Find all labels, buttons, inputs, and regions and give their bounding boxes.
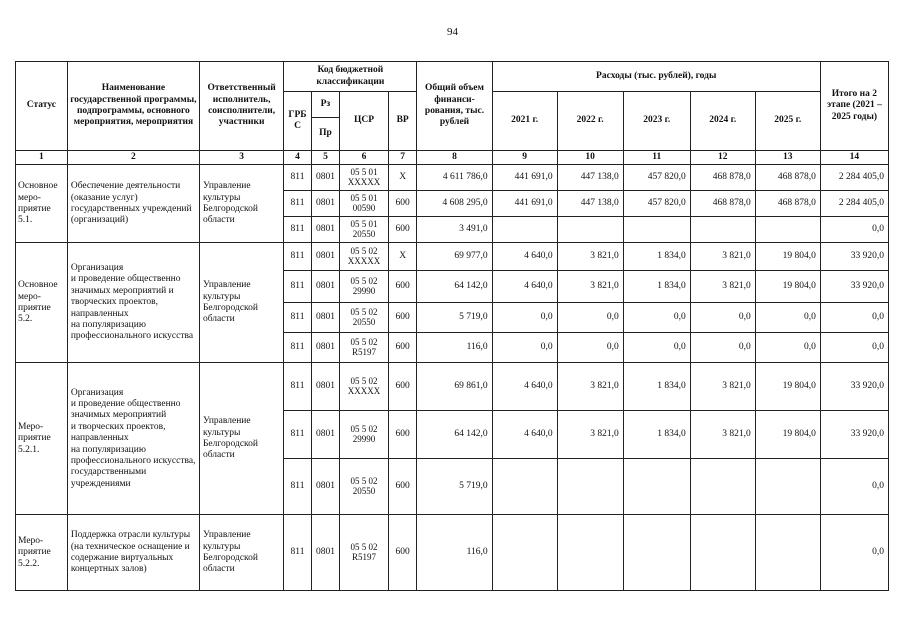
csr-code-prefix: 05 5 02 [350, 542, 378, 552]
total-volume-cell: 69 861,0 [417, 363, 492, 411]
year-2021-cell [492, 459, 557, 515]
responsible-cell: Управление культуры Белгородской области [199, 363, 283, 515]
total-volume-cell: 4 611 786,0 [417, 165, 492, 191]
total-volume-cell: 4 608 295,0 [417, 191, 492, 217]
vr-cell: X [388, 165, 416, 191]
table-row [16, 243, 889, 271]
total-stage-cell: 0,0 [820, 333, 888, 363]
csr-code-suffix: XXXXX [347, 255, 381, 266]
year-2022-cell: 447 138,0 [557, 165, 623, 191]
year-2025-cell: 468 878,0 [755, 165, 820, 191]
grbs-cell: 811 [284, 333, 311, 363]
year-2023-cell: 457 820,0 [623, 165, 690, 191]
rzpr-cell: 0801 [311, 515, 339, 591]
header-year-2022: 2022 г. [557, 92, 623, 151]
status-cell: Меро-приятие 5.2.1. [16, 363, 68, 515]
csr-cell [340, 515, 389, 591]
header-grbs: ГРБ С [284, 92, 311, 151]
status-cell: Меро-приятие 5.2.2. [16, 515, 68, 591]
vr-cell: 600 [388, 217, 416, 243]
year-2021-cell: 4 640,0 [492, 243, 557, 271]
header-year-2021: 2021 г. [492, 92, 557, 151]
csr-cell [340, 165, 389, 191]
csr-cell [340, 243, 389, 271]
header-expenses: Расходы (тыс. рублей), годы [492, 62, 820, 92]
total-stage-cell: 0,0 [820, 303, 888, 333]
year-2021-cell [492, 515, 557, 591]
responsible-cell: Управление культуры Белгородской области [199, 243, 283, 363]
column-number: 2 [67, 151, 199, 165]
year-2023-cell: 0,0 [623, 303, 690, 333]
header-pr: Пр [311, 118, 339, 151]
grbs-cell: 811 [284, 363, 311, 411]
csr-code-prefix: 05 5 02 [350, 376, 378, 386]
year-2025-cell [755, 217, 820, 243]
csr-code-suffix: 20550 [352, 316, 376, 327]
year-2024-cell: 3 821,0 [690, 243, 755, 271]
header-responsible: Ответственный исполнитель, соисполнители, участники [199, 62, 283, 151]
column-number: 13 [755, 151, 820, 165]
column-number: 12 [690, 151, 755, 165]
header-year-2024: 2024 г. [690, 92, 755, 151]
year-2022-cell: 3 821,0 [557, 243, 623, 271]
csr-code-prefix: 05 5 02 [350, 476, 378, 486]
vr-cell: 600 [388, 459, 416, 515]
rzpr-cell: 0801 [311, 217, 339, 243]
vr-cell: 600 [388, 303, 416, 333]
csr-code-suffix: R5197 [352, 346, 377, 357]
year-2025-cell: 468 878,0 [755, 191, 820, 217]
responsible-cell: Управление культуры Белгородской области [199, 165, 283, 243]
header-total-stage: Итого на 2 этапе (2021 – 2025 годы) [820, 62, 888, 151]
csr-code-prefix: 05 5 02 [350, 307, 378, 317]
grbs-cell: 811 [284, 459, 311, 515]
csr-cell [340, 271, 389, 303]
grbs-cell: 811 [284, 271, 311, 303]
csr-code-prefix: 05 5 01 [350, 167, 378, 177]
csr-code-prefix: 05 5 02 [350, 246, 378, 256]
csr-cell [340, 303, 389, 333]
total-volume-cell: 5 719,0 [417, 303, 492, 333]
table-header [16, 62, 889, 165]
vr-cell: 600 [388, 271, 416, 303]
csr-cell [340, 333, 389, 363]
column-number: 3 [199, 151, 283, 165]
rzpr-cell: 0801 [311, 363, 339, 411]
header-csr: ЦСР [340, 92, 389, 151]
rzpr-cell: 0801 [311, 333, 339, 363]
rzpr-cell: 0801 [311, 191, 339, 217]
vr-cell: 600 [388, 363, 416, 411]
budget-table [15, 61, 889, 591]
grbs-cell: 811 [284, 165, 311, 191]
csr-cell [340, 191, 389, 217]
csr-code-suffix: 20550 [352, 485, 376, 496]
total-stage-cell: 33 920,0 [820, 411, 888, 459]
header-vr: ВР [388, 92, 416, 151]
year-2023-cell [623, 459, 690, 515]
year-2024-cell [690, 459, 755, 515]
csr-code-prefix: 05 5 02 [350, 337, 378, 347]
year-2021-cell: 4 640,0 [492, 363, 557, 411]
year-2023-cell: 0,0 [623, 333, 690, 363]
year-2023-cell [623, 217, 690, 243]
total-volume-cell: 64 142,0 [417, 411, 492, 459]
csr-code-suffix: 20550 [352, 228, 376, 239]
csr-code-suffix: 29990 [352, 433, 376, 444]
total-stage-cell: 0,0 [820, 515, 888, 591]
year-2022-cell: 447 138,0 [557, 191, 623, 217]
csr-code-prefix: 05 5 01 [350, 193, 378, 203]
total-stage-cell: 2 284 405,0 [820, 191, 888, 217]
column-number: 14 [820, 151, 888, 165]
column-number: 10 [557, 151, 623, 165]
year-2021-cell [492, 217, 557, 243]
year-2023-cell [623, 515, 690, 591]
column-number: 7 [388, 151, 416, 165]
year-2022-cell: 3 821,0 [557, 271, 623, 303]
column-number: 11 [623, 151, 690, 165]
year-2022-cell [557, 459, 623, 515]
table-row [16, 363, 889, 411]
header-status: Статус [16, 62, 68, 151]
measure-name-cell: Поддержка отрасли культуры (на техническое оснащение и содержание виртуальных концертных залов) [67, 515, 199, 591]
measure-name-cell: Обеспечение деятельности (оказание услуг) государственных учреждений (организаций) [67, 165, 199, 243]
grbs-cell: 811 [284, 217, 311, 243]
rzpr-cell: 0801 [311, 303, 339, 333]
year-2024-cell [690, 217, 755, 243]
grbs-cell: 811 [284, 515, 311, 591]
header-total-volume: Общий объем финанси-рования, тыс. рублей [417, 62, 492, 151]
csr-code-suffix: XXXXX [347, 385, 381, 396]
grbs-cell: 811 [284, 411, 311, 459]
year-2025-cell: 19 804,0 [755, 243, 820, 271]
header-name: Наименование государственной программы, подпрограммы, основного мероприятия, мероприятия [67, 62, 199, 151]
year-2024-cell [690, 515, 755, 591]
csr-code-suffix: R5197 [352, 551, 377, 562]
rzpr-cell: 0801 [311, 243, 339, 271]
year-2025-cell: 0,0 [755, 303, 820, 333]
csr-code-prefix: 05 5 01 [350, 219, 378, 229]
grbs-cell: 811 [284, 243, 311, 271]
budget-table-container [15, 61, 889, 591]
year-2023-cell: 1 834,0 [623, 363, 690, 411]
table-row [16, 515, 889, 591]
year-2022-cell: 3 821,0 [557, 363, 623, 411]
year-2025-cell: 19 804,0 [755, 271, 820, 303]
grbs-cell: 811 [284, 191, 311, 217]
year-2024-cell: 3 821,0 [690, 363, 755, 411]
year-2023-cell: 1 834,0 [623, 243, 690, 271]
grbs-cell: 811 [284, 303, 311, 333]
csr-code-prefix: 05 5 02 [350, 424, 378, 434]
column-number: 6 [340, 151, 389, 165]
header-rz: Рз [311, 92, 339, 118]
column-number: 1 [16, 151, 68, 165]
csr-code-suffix: XXXXX [347, 176, 381, 187]
vr-cell: 600 [388, 411, 416, 459]
year-2021-cell: 4 640,0 [492, 271, 557, 303]
total-volume-cell: 64 142,0 [417, 271, 492, 303]
total-volume-cell: 69 977,0 [417, 243, 492, 271]
total-volume-cell: 5 719,0 [417, 459, 492, 515]
year-2025-cell [755, 515, 820, 591]
csr-cell [340, 217, 389, 243]
year-2023-cell: 457 820,0 [623, 191, 690, 217]
year-2022-cell: 0,0 [557, 303, 623, 333]
year-2022-cell: 0,0 [557, 333, 623, 363]
csr-cell [340, 411, 389, 459]
total-volume-cell: 3 491,0 [417, 217, 492, 243]
rzpr-cell: 0801 [311, 165, 339, 191]
year-2024-cell: 0,0 [690, 303, 755, 333]
measure-name-cell: Организация и проведение общественно значимых мероприятий и творческих проектов, направленных на популяризацию профессионального искусства, государственными учреждениями [67, 363, 199, 515]
total-stage-cell: 33 920,0 [820, 243, 888, 271]
column-number: 4 [284, 151, 311, 165]
csr-cell [340, 363, 389, 411]
total-stage-cell: 33 920,0 [820, 271, 888, 303]
column-number: 9 [492, 151, 557, 165]
vr-cell: 600 [388, 191, 416, 217]
rzpr-cell: 0801 [311, 411, 339, 459]
column-number: 5 [311, 151, 339, 165]
measure-name-cell: Организация и проведение общественно значимых мероприятий и творческих проектов, направленных на популяризацию профессионального искусства [67, 243, 199, 363]
status-cell: Основное меро-приятие 5.2. [16, 243, 68, 363]
year-2024-cell: 3 821,0 [690, 411, 755, 459]
year-2021-cell: 441 691,0 [492, 165, 557, 191]
vr-cell: X [388, 243, 416, 271]
total-stage-cell: 33 920,0 [820, 363, 888, 411]
total-stage-cell: 0,0 [820, 459, 888, 515]
year-2025-cell: 19 804,0 [755, 363, 820, 411]
year-2025-cell [755, 459, 820, 515]
year-2022-cell: 3 821,0 [557, 411, 623, 459]
header-year-2023: 2023 г. [623, 92, 690, 151]
table-body [16, 165, 889, 591]
table-row [16, 165, 889, 191]
year-2022-cell [557, 217, 623, 243]
year-2021-cell: 441 691,0 [492, 191, 557, 217]
year-2023-cell: 1 834,0 [623, 411, 690, 459]
vr-cell: 600 [388, 333, 416, 363]
year-2024-cell: 468 878,0 [690, 165, 755, 191]
year-2025-cell: 19 804,0 [755, 411, 820, 459]
header-budget-code: Код бюджетной классификации [284, 62, 417, 92]
total-volume-cell: 116,0 [417, 515, 492, 591]
rzpr-cell: 0801 [311, 271, 339, 303]
csr-code-prefix: 05 5 02 [350, 276, 378, 286]
year-2024-cell: 3 821,0 [690, 271, 755, 303]
total-volume-cell: 116,0 [417, 333, 492, 363]
year-2025-cell: 0,0 [755, 333, 820, 363]
total-stage-cell: 2 284 405,0 [820, 165, 888, 191]
total-stage-cell: 0,0 [820, 217, 888, 243]
year-2021-cell: 4 640,0 [492, 411, 557, 459]
year-2022-cell [557, 515, 623, 591]
year-2024-cell: 468 878,0 [690, 191, 755, 217]
csr-cell [340, 459, 389, 515]
responsible-cell: Управление культуры Белгородской области [199, 515, 283, 591]
status-cell: Основное меро-приятие 5.1. [16, 165, 68, 243]
year-2024-cell: 0,0 [690, 333, 755, 363]
year-2021-cell: 0,0 [492, 333, 557, 363]
vr-cell: 600 [388, 515, 416, 591]
header-year-2025: 2025 г. [755, 92, 820, 151]
page-number: 94 [447, 26, 458, 38]
csr-code-suffix: 29990 [352, 285, 376, 296]
year-2023-cell: 1 834,0 [623, 271, 690, 303]
rzpr-cell: 0801 [311, 459, 339, 515]
column-number: 8 [417, 151, 492, 165]
year-2021-cell: 0,0 [492, 303, 557, 333]
csr-code-suffix: 00590 [352, 202, 376, 213]
